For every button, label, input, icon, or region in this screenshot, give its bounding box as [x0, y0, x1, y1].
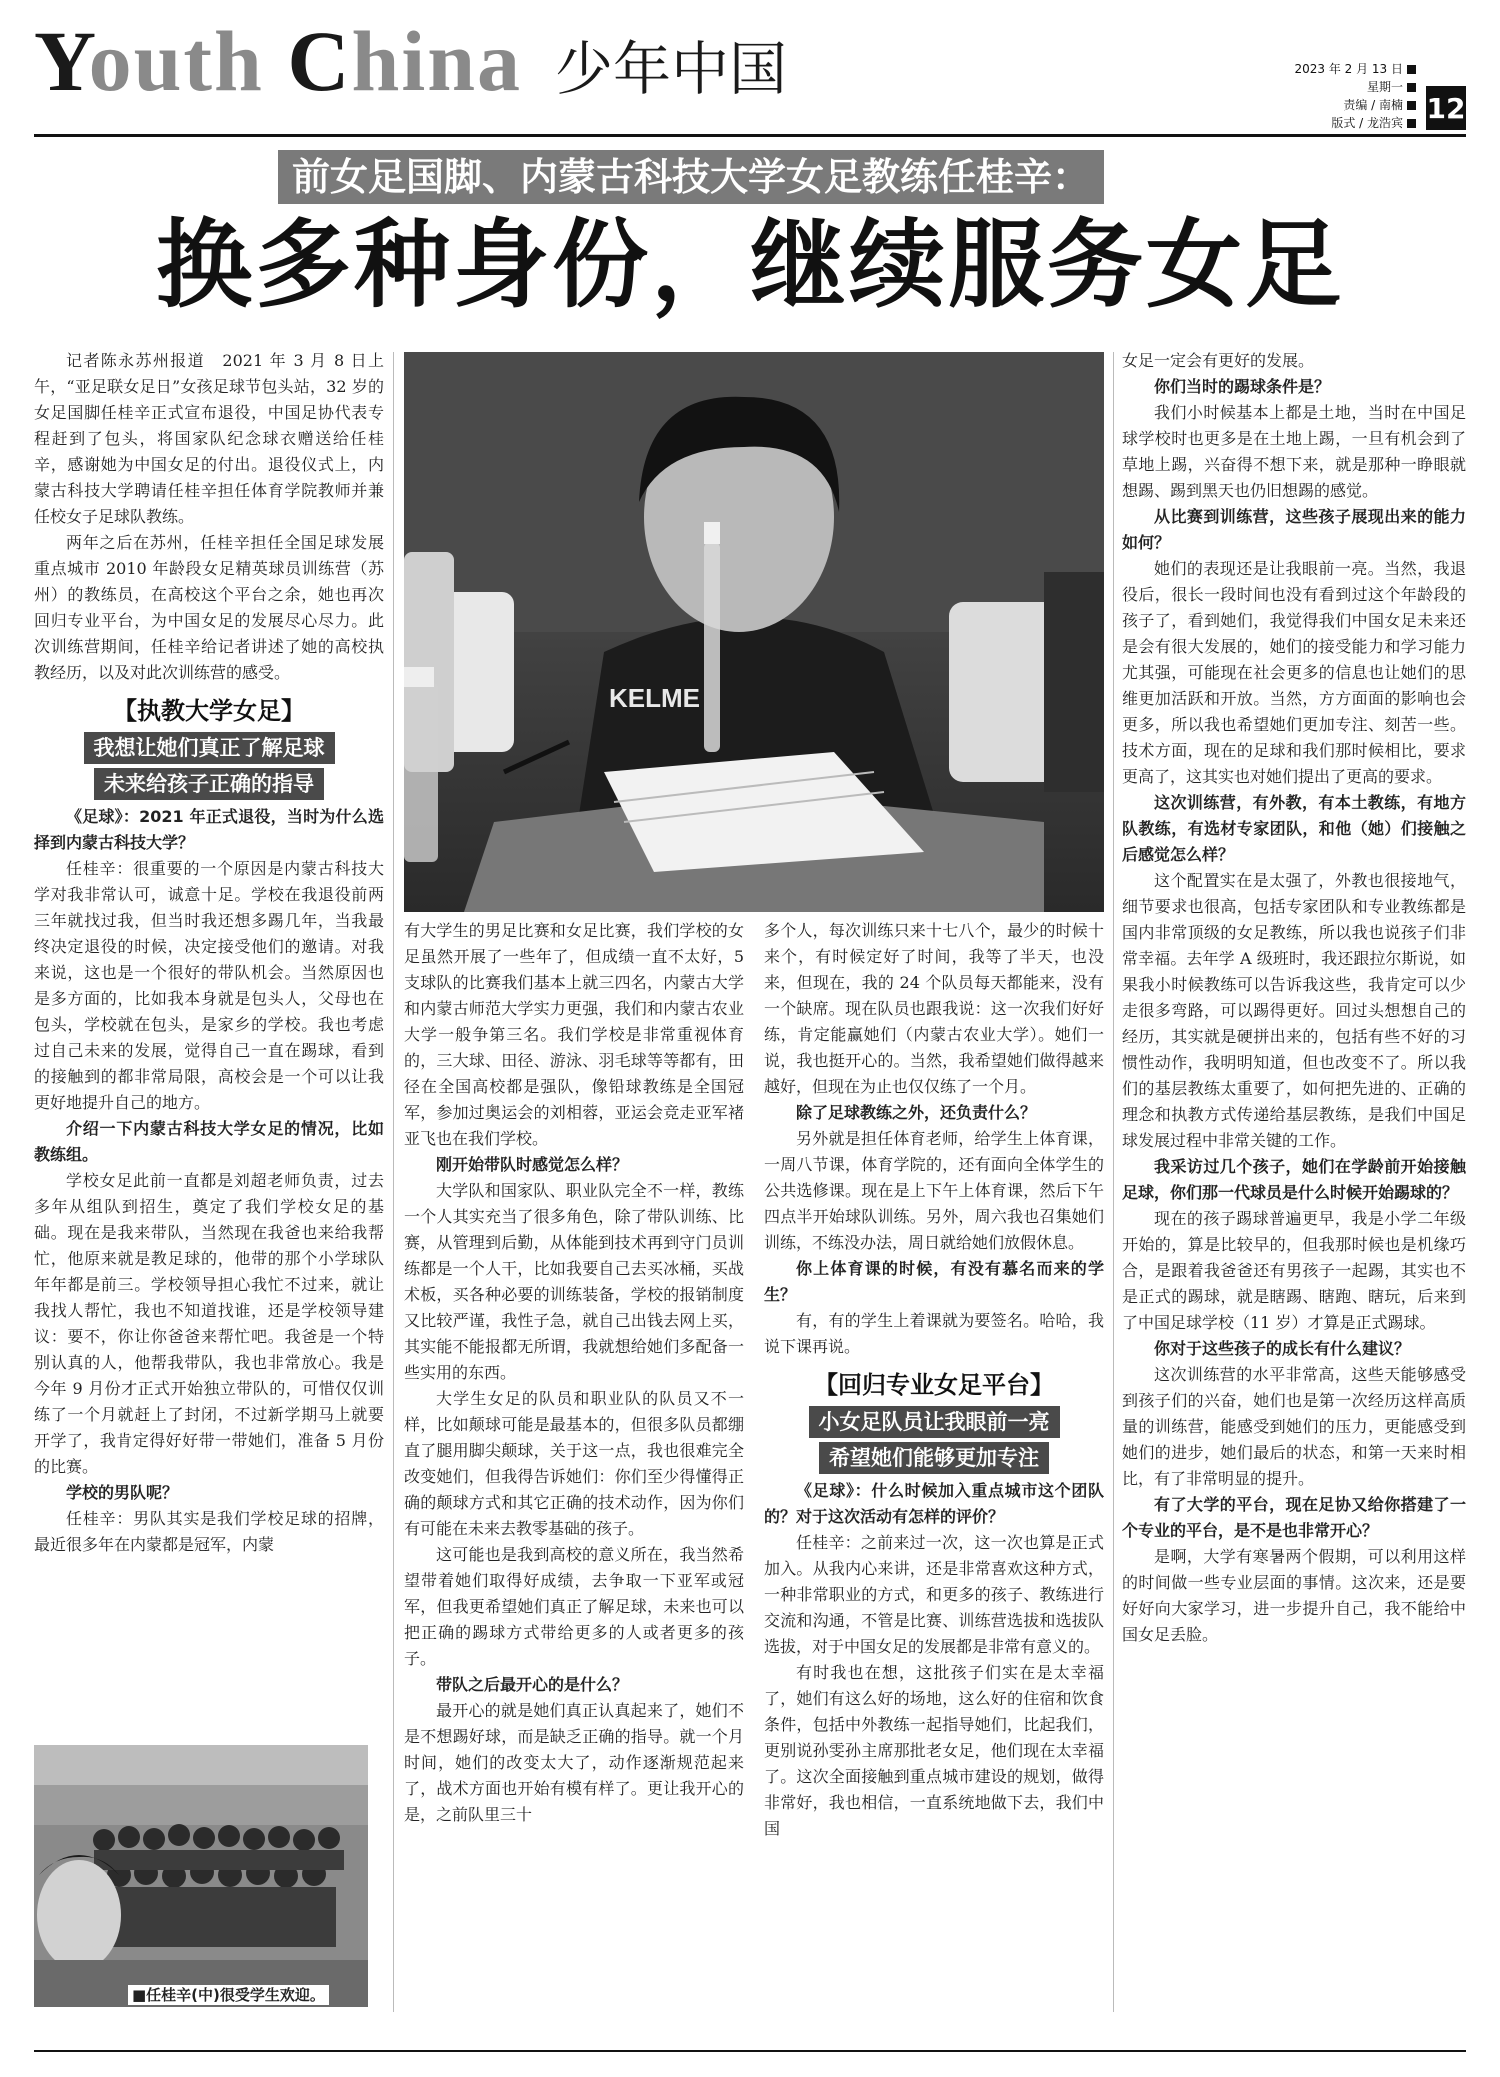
answer: 这次训练营的水平非常高，这些天能够感受到孩子们的兴奋，她们也是第一次经历这样高质量的训练营，能感受到她们的压力，更能感受到她们的进步，她们最后的状态，和第一天来时相比，有了非常明显的提升。 [1122, 1365, 1466, 1488]
answer: 有，有的学生上着课就为要签名。哈哈，我说下课再说。 [764, 1311, 1104, 1356]
body-paragraph: 多个人，每次训练只来十七八个，最少的时候十来个，有时候定好了时间，我等了半天，也没来，但现在，我的 24 个队员每天都能来，没有一个缺席。现在队员也跟我说：这一次我们好好练，肯定能赢她们（内蒙古农业大学）。她们一说，我也挺开心的。当然，我希望她们做得越来越好，但现在为止也仅仅练了一个月。 [764, 921, 1104, 1096]
answer: 这个配置实在是太强了，外教也很接地气，细节要求也很高，包括专家团队和专业教练都是国内非常顶级的女足教练，所以我也说孩子们非常幸福。去年学 A 级班时，我还跟拉尔斯说，如果我小时候教练可以告诉我这些，我肯定可以少走很多弯路，可以踢得更好。回过头想想自己的经历，其实就是硬拼出来的，包括有些不好的习惯性动作，我明明知道，但也改变不了。所以我们的基层教练太重要了，如何把先进的、正确的理念和执教方式传递给基层教练，是我们中国足球发展过程中非常关键的工作。 [1122, 871, 1466, 1150]
question: 我采访过几个孩子，她们在学龄前开始接触足球，你们那一代球员是什么时候开始踢球的？ [1122, 1157, 1466, 1202]
question: 你们当时的踢球条件是？ [1154, 377, 1331, 396]
bottom-rule [34, 2050, 1466, 2052]
question: 学校的男队呢？ [66, 1483, 179, 1502]
answer: 最开心的就是她们真正认真起来了，她们不是不想踢好球，而是缺乏正确的指导。就一个月时间，她们的改变太大了，动作逐渐规范起来了，战术方面也开始有模有样了。更让我开心的是，之前队里三十 [404, 1701, 744, 1824]
page-title: 换多种身份，继续服务女足 [156, 208, 1344, 321]
answer: 学校女足此前一直都是刘超老师负责，过去多年从组队到招生，奠定了我们学校女足的基础。现在是我来带队，当然现在我爸也来给我帮忙，他原来就是教足球的，他带的那个小学球队年年都是前三。学校领导担心我忙不过来，就让我找人帮忙，我也不知道找谁，还是学校领导建议：要不，你让你爸爸来帮忙吧。我爸是一个特别认真的人，他帮我带队，我也非常放心。我是今年 9 月份才正式开始独立带队的，可惜仅仅训练了一个月就赶上了封闭，不过新学期马上就要开学了，我肯定得好好带一带她们，准备 5 月份的比赛。 [34, 1171, 384, 1476]
issue-editor: 责编 / 南楠 [1343, 98, 1403, 112]
answer: 现在的孩子踢球普遍更早，我是小学二年级开始的，算是比较早的，但我那时候也是机缘巧合，是跟着我爸爸还有男孩子一起踢，其实也不是正式的踢球，就是瞎踢、瞎跑、瞎玩，后来到了中国足球学校（11 岁）才算是正式踢球。 [1122, 1209, 1466, 1332]
masthead-english: Youth China [34, 13, 523, 109]
issue-meta [1294, 60, 1416, 132]
question: 刚开始带队时感觉怎么样？ [436, 1155, 629, 1174]
answer: 大学生女足的队员和职业队的队员又不一样，比如颠球可能是最基本的，但很多队员都绷直了腿用脚尖颠球，关于这一点，我也很难完全改变她们，但我得告诉她们：你们至少得懂得正确的颠球方式和其它正确的技术动作，因为你们有可能在未来去教零基础的孩子。 [404, 1389, 744, 1538]
team-photo [34, 1745, 368, 2007]
article-column-2 [404, 918, 744, 1828]
question: 介绍一下内蒙古科技大学女足的情况，比如教练组。 [34, 1119, 384, 1164]
question: 这次训练营，有外教，有本土教练，有地方队教练，有选材专家团队，和他（她）们接触之后感觉怎么样？ [1122, 793, 1466, 864]
kicker: 前女足国脚、内蒙古科技大学女足教练任桂辛： [278, 150, 1104, 204]
section-title: 【执教大学女足】 [113, 697, 305, 725]
question: 《足球》：什么时候加入重点城市这个团队的？对于这次活动有怎样的评价？ [764, 1481, 1104, 1526]
question: 《足球》：2021 年正式退役，当时为什么选择到内蒙古科技大学？ [34, 807, 384, 852]
section-title: 【回归专业女足平台】 [814, 1371, 1054, 1399]
masthead-chinese: 少年中国 [555, 35, 788, 103]
section-header-1 [34, 694, 384, 800]
question: 从比赛到训练营，这些孩子展现出来的能力如何？ [1122, 507, 1466, 552]
answer: 这可能也是我到高校的意义所在，我当然希望带着她们取得好成绩，去争取一下亚军或冠军，但我更希望她们真正了解足球，未来也可以把正确的踢球方式带给更多的人或者更多的孩子。 [404, 1545, 744, 1668]
answer: 她们的表现还是让我眼前一亮。当然，我退役后，很长一段时间也没有看到过这个年龄段的孩子了，看到她们，我觉得我们中国女足未来还是会有很大发展的，她们的接受能力和学习能力尤其强，可能现在社会更多的信息也让她们的思维更加活跃和开放。当然，方方面面的影响也会更多，所以我也希望她们更加专注、刻苦一些。技术方面，现在的足球和我们那时候相比，要求更高了，这其实也对她们提出了更高的要求。 [1122, 559, 1466, 786]
answer: 任桂辛：男队其实是我们学校足球的招牌，最近很多年在内蒙都是冠军，内蒙 [34, 1509, 384, 1554]
issue-weekday: 星期一 [1366, 80, 1403, 94]
question: 带队之后最开心的是什么？ [436, 1675, 629, 1694]
body-paragraph: 两年之后在苏州，任桂辛担任全国足球发展重点城市 2010 年龄段女足精英球员训练营（苏州）的教练员，在高校这个平台之余，她也再次回归专业平台，为中国女足的发展尽心尽力。此次训练营期间，任桂辛给记者讲述了她的高校执教经历，以及对此次训练营的感受。 [34, 533, 384, 682]
photo-caption: ■任桂辛(中)很受学生欢迎。 [128, 1985, 329, 2005]
answer: 大学队和国家队、职业队完全不一样，教练一个人其实充当了很多角色，除了带队训练、比赛，从管理到后勤，从体能到技术再到守门员训练都是一个人干，比如我要自己去买冰桶，买战术板，买各种必要的训练装备，学校的报销制度又比较严谨，我性子急，就自己出钱去网上买，其实能不能报都无所谓，我就想给她们多配备一些实用的东西。 [404, 1181, 744, 1382]
page-number: 12 [1426, 86, 1466, 130]
main-photo [404, 352, 1104, 912]
question: 你上体育课的时候，有没有慕名而来的学生？ [764, 1259, 1104, 1304]
issue-layout: 版式 / 龙浩宾 [1331, 116, 1403, 130]
question: 有了大学的平台，现在足协又给你搭建了一个专业的平台，是不是也非常开心？ [1122, 1495, 1466, 1540]
section-subtitle: 希望她们能够更加专注 [819, 1442, 1049, 1474]
answer: 任桂辛：很重要的一个原因是内蒙古科技大学对我非常认可，诚意十足。学校在我退役前两三年就找过我，但当时我还想多踢几年，当我最终决定退役的时候，决定接受他们的邀请。对我来说，这也是一个很好的带队机会。当然原因也是多方面的，比如我本身就是包头人，父母也在包头，学校就在包头，是家乡的学校。我也考虑过自己未来的发展，觉得自己一直在踢球，看到的接触到的都非常局限，高校会是一个可以让我更好地提升自己的地方。 [34, 859, 384, 1112]
answer: 我们小时候基本上都是土地，当时在中国足球学校时也更多是在土地上踢，一旦有机会到了草地上踢，兴奋得不想下来，就是那种一睁眼就想踢、踢到黑天也仍旧想踢的感觉。 [1122, 403, 1466, 500]
answer: 另外就是担任体育老师，给学生上体育课，一周八节课，体育学院的，还有面向全体学生的公共选修课。现在是上下午上体育课，然后下午四点半开始球队训练。另外，周六我也召集她们训练，不练没办法，周日就给她们放假休息。 [764, 1129, 1104, 1252]
top-rule [34, 134, 1466, 137]
body-paragraph: 女足一定会有更好的发展。 [1122, 351, 1315, 370]
body-paragraph: 有大学生的男足比赛和女足比赛，我们学校的女足虽然开展了一些年了，但成绩一直不太好，5 支球队的比赛我们基本上就三四名，内蒙古大学和内蒙古师范大学实力更强，我们和内蒙古农业大学一般争第三名。我们学校是非常重视体育的，三大球、田径、游泳、羽毛球等等都有，田径在全国高校都是强队，像铅球教练是全国冠军，参加过奥运会的刘相蓉，亚运会竞走亚军褚亚飞也在我们学校。 [404, 921, 744, 1148]
section-subtitle: 我想让她们真正了解足球 [84, 732, 335, 764]
section-subtitle: 小女足队员让我眼前一亮 [809, 1406, 1060, 1438]
answer: 有时我也在想，这批孩子们实在是太幸福了，她们有这么好的场地，这么好的住宿和饮食条件，包括中外教练一起指导她们，比起我们，更别说孙雯孙主席那批老女足，他们现在太幸福了。这次全面接触到重点城市建设的规划，做得非常好，我也相信，一直系统地做下去，我们中国 [764, 1663, 1104, 1838]
question: 你对于这些孩子的成长有什么建议？ [1154, 1339, 1411, 1358]
article-column-3 [764, 918, 1104, 1842]
column-separator [1113, 352, 1114, 2012]
answer: 是啊，大学有寒暑两个假期，可以利用这样的时间做一些专业层面的事情。这次来，还是要好好向大家学习，进一步提升自己，我不能给中国女足丢脸。 [1122, 1547, 1466, 1644]
article-column-1 [34, 348, 384, 1558]
issue-date: 2023 年 2 月 13 日 [1294, 62, 1403, 76]
answer: 任桂辛：之前来过一次，这一次也算是正式加入。从我内心来讲，还是非常喜欢这种方式，一种非常职业的方式，和更多的孩子、教练进行交流和沟通，不管是比赛、训练营选拔和选拔队选拔，对于中国女足的发展都是非常有意义的。 [764, 1533, 1104, 1656]
section-subtitle: 未来给孩子正确的指导 [94, 768, 324, 800]
column-separator [393, 352, 394, 2012]
question: 除了足球教练之外，还负责什么？ [796, 1103, 1037, 1122]
section-header-2 [764, 1368, 1104, 1474]
jersey-text: KELME [609, 683, 700, 713]
lead-paragraph: 记者陈永苏州报道 2021 年 3 月 8 日上午，“亚足联女足日”女孩足球节包头站，32 岁的女足国脚任桂辛正式宣布退役，中国足协代表专程赶到了包头，将国家队纪念球衣赠送给任桂辛，感谢她为中国女足的付出。退役仪式上，内蒙古科技大学聘请任桂辛担任体育学院教师并兼任校女子足球队教练。 [34, 351, 384, 526]
article-column-4 [1122, 348, 1466, 1648]
